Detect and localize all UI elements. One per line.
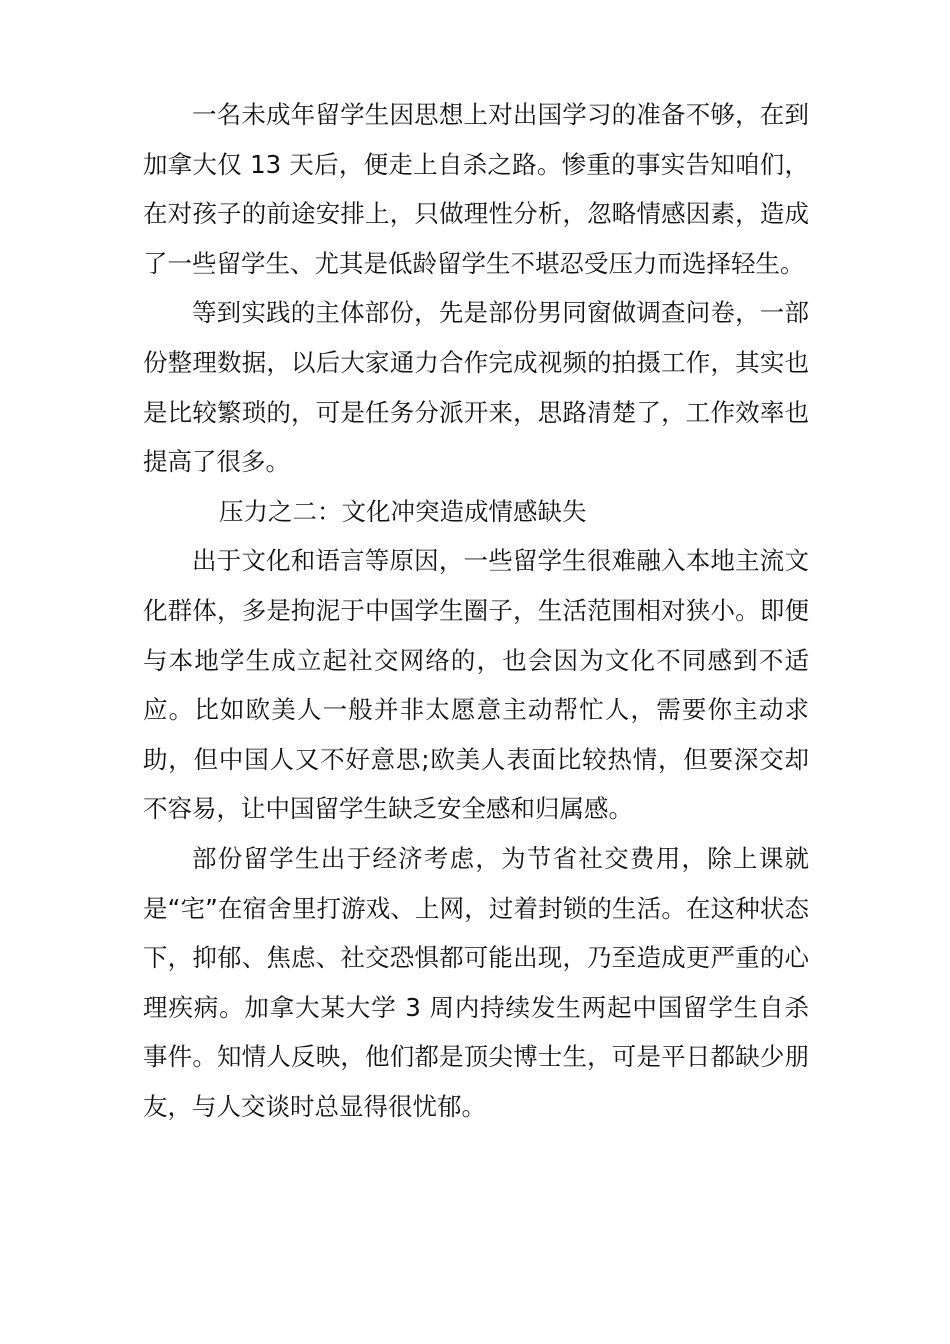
paragraph-isolated-life: 部份留学生出于经济考虑，为节省社交费用，除上课就是“宅”在宿舍里打游戏、上网，过着封锁的生活。在这种状态下，抑郁、焦虑、社交恐惧都可能出现，乃至造成更严重的心理疾病。加拿大某大学 3 周内持续发生两起中国留学生自杀事件。知情人反映，他们都是顶尖博士生，可是平日都缺少朋友，与人交谈时总显得很忧郁。 — [143, 843, 809, 1121]
document-body — [143, 90, 809, 1131]
paragraph-suicide-case: 一名未成年留学生因思想上对出国学习的准备不够，在到加拿大仅 13 天后，便走上自杀之路。惨重的事实告知咱们，在对孩子的前途安排上，只做理性分析，忽略情感因素，造成了一些留学生、尤其是低龄留学生不堪忍受压力而选择轻生。 — [143, 100, 809, 278]
paragraph-culture-integration: 出于文化和语言等原因，一些留学生很难融入本地主流文化群体，多是拘泥于中国学生圈子，生活范围相对狭小。即便与本地学生成立起社交网络的，也会因为文化不同感到不适应。比如欧美人一般并非太愿意主动帮忙人，需要你主动求助，但中国人又不好意思;欧美人表面比较热情，但要深交却不容易，让中国留学生缺乏安全感和归属感。 — [143, 546, 809, 824]
paragraph-practice-work: 等到实践的主体部份，先是部份男同窗做调查问卷，一部份整理数据，以后大家通力合作完成视频的拍摄工作，其实也是比较繁琐的，可是任务分派开来，思路清楚了，工作效率也提高了很多。 — [143, 298, 809, 477]
section-heading-culture-conflict: 压力之二：文化冲突造成情感缺失 — [219, 496, 587, 526]
